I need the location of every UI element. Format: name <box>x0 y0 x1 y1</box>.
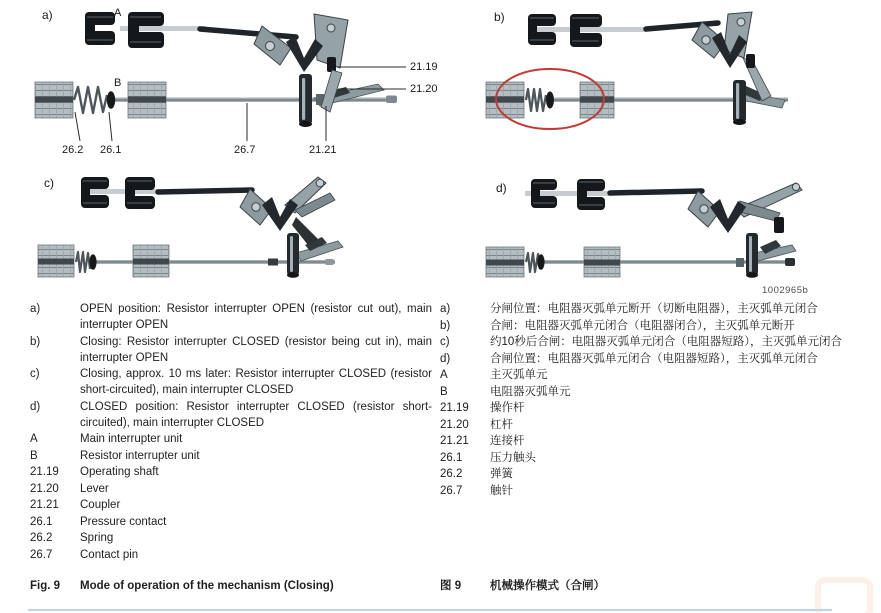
mechanism-drawing-a <box>0 0 440 165</box>
figure-panel-c <box>0 165 440 300</box>
legend-row <box>440 466 872 482</box>
legend-row <box>30 334 432 366</box>
legend-text: 分闸位置：电阻器灭弧单元断开（切断电阻器），主灭弧单元闭合 <box>490 303 818 315</box>
legend-text: Main interrupter unit <box>80 433 183 445</box>
legend-key: A <box>30 433 38 445</box>
legend-text: Spring <box>80 532 114 544</box>
legend-row <box>30 530 432 546</box>
legend-text: Coupler <box>80 499 121 511</box>
legend-row <box>440 400 872 416</box>
figure-panel-a <box>0 0 440 165</box>
coupler-cylinder <box>299 74 312 127</box>
legend-row <box>30 481 432 497</box>
legend-key: 21.19 <box>440 402 469 414</box>
coupler-cylinder <box>287 233 299 278</box>
legend-row <box>30 464 432 480</box>
legend-key: 26.1 <box>440 451 463 464</box>
legend-key: 21.21 <box>30 499 59 511</box>
spring <box>74 87 107 113</box>
legend-english <box>30 301 432 563</box>
legend-text: 杠杆 <box>490 418 513 431</box>
legend-row <box>440 433 872 449</box>
legend-key: 21.20 <box>30 482 59 495</box>
pressure-contact-disc <box>89 254 96 270</box>
legend-row <box>440 450 872 466</box>
lower-lever <box>296 237 343 261</box>
legend-row <box>440 367 872 383</box>
linkage-assembly <box>692 12 771 101</box>
main-drive-rod <box>158 190 252 192</box>
main-contact-rod <box>532 27 646 32</box>
legend-key: 26.7 <box>440 484 463 497</box>
legend-text: 弹簧 <box>490 468 513 480</box>
legend-text: OPEN position: Resistor interrupter OPEN (resistor cut out), main interrupter OPEN <box>80 303 432 331</box>
callout-26-1: 26.1 <box>100 144 122 156</box>
panel-tag-b: b) <box>494 10 505 24</box>
callout-26-7: 26.7 <box>234 144 256 156</box>
coupler-cylinder <box>733 80 746 125</box>
legend-row <box>440 384 872 400</box>
page-bottom-rule <box>28 609 832 611</box>
drawing-reference-code: 1002965b <box>762 285 809 296</box>
mechanism-drawing-c <box>0 165 440 300</box>
legend-text: 操作杆 <box>490 402 525 414</box>
figure-panel-b <box>440 0 881 165</box>
panel-tag-c: c) <box>44 176 54 190</box>
figure-caption-chinese <box>440 579 872 594</box>
legend-row <box>30 431 432 447</box>
legend-row <box>30 301 432 333</box>
callout-26-2: 26.2 <box>62 144 84 156</box>
legend-text: 主灭弧单元 <box>490 369 548 381</box>
legend-key: 26.2 <box>30 532 53 544</box>
fixed-contact-clamp <box>85 12 115 45</box>
figure-caption-text: 机械操作模式（合闸） <box>490 580 605 592</box>
figure-caption-text: Mode of operation of the mechanism (Closing) <box>80 580 334 592</box>
pressure-contact-disc <box>107 91 115 109</box>
linkage-assembly <box>688 183 802 233</box>
legend-row <box>30 399 432 431</box>
legend-key: 21.21 <box>440 435 469 447</box>
legend-text: 触针 <box>490 484 513 497</box>
pressure-contact-block <box>486 247 524 277</box>
guide-block <box>128 82 166 118</box>
figure-number: 图 9 <box>440 580 462 592</box>
legend-text: CLOSED position: Resistor interrupter CLOSED (resistor short-circuited), main interrupter CLOSED <box>80 400 432 429</box>
callout-21-19: 21.19 <box>410 61 438 73</box>
legend-row <box>440 334 872 350</box>
legend-row <box>30 448 432 464</box>
legend-key: 26.2 <box>440 468 463 480</box>
legend-key: b) <box>30 335 41 348</box>
legend-chinese <box>440 301 872 499</box>
legend-key: c) <box>30 368 40 380</box>
pressure-contact-block <box>38 245 74 277</box>
pressure-contact-block <box>35 82 73 118</box>
legend-row <box>30 497 432 513</box>
spring-compressed <box>76 252 90 272</box>
legend-text: 约10秒后合闸：电阻器灭弧单元闭合（电阻器短路），主灭弧单元闭合 <box>490 336 843 348</box>
figure-panel-d <box>440 165 881 300</box>
callout-21-20: 21.20 <box>410 83 438 95</box>
main-drive-rod <box>610 191 702 193</box>
legend-key: B <box>30 449 38 462</box>
legend-key: A <box>440 369 448 381</box>
mechanism-drawing-b <box>440 0 881 165</box>
watermark-shape <box>815 577 873 613</box>
legend-text: Contact pin <box>80 548 139 561</box>
legend-text: 压力触头 <box>490 451 536 464</box>
legend-key: 26.1 <box>30 515 53 528</box>
legend-text: 合闸：电阻器灭弧单元闭合（电阻器闭合），主灭弧单元断开 <box>490 319 795 332</box>
legend-text: Resistor interrupter unit <box>80 449 200 462</box>
legend-key: d) <box>30 400 41 413</box>
legend-text: Lever <box>80 482 109 495</box>
legend-key: a) <box>440 303 451 315</box>
main-drive-rod <box>200 29 296 37</box>
coupler-cylinder <box>746 233 758 278</box>
legend-row <box>30 366 432 398</box>
legend-row <box>440 483 872 499</box>
pressure-contact-disc <box>537 254 544 270</box>
legend-key: 21.20 <box>440 418 469 431</box>
legend-text: Closing: Resistor interrupter CLOSED (resistor being cut in), main interrupter OPEN <box>80 335 432 364</box>
panel-tag-a: a) <box>42 8 53 22</box>
legend-key: c) <box>440 336 450 348</box>
pressure-contact-block <box>486 82 524 118</box>
pressure-contact-disc <box>546 92 554 109</box>
legend-row <box>30 514 432 530</box>
legend-key: d) <box>440 352 451 365</box>
guide-block <box>584 247 620 277</box>
legend-key: B <box>440 385 448 398</box>
legend-key: 26.7 <box>30 548 53 561</box>
legend-text: Pressure contact <box>80 515 167 528</box>
legend-row <box>440 351 872 367</box>
legend-row <box>440 301 872 317</box>
legend-text: 连接杆 <box>490 435 525 447</box>
legend-key: b) <box>440 319 451 332</box>
guide-block <box>133 245 169 277</box>
leader-lines <box>75 67 406 141</box>
figure-caption-english <box>30 579 432 594</box>
spring-compressed <box>526 89 546 111</box>
legend-row <box>30 547 432 563</box>
legend-key: 21.19 <box>30 466 59 478</box>
legend-row <box>440 417 872 433</box>
legend-key: a) <box>30 303 41 315</box>
lower-lever <box>754 240 796 261</box>
legend-text: 电阻器灭弧单元 <box>490 385 571 398</box>
legend-row <box>440 318 872 334</box>
legend-text: Closing, approx. 10 ms later: Resistor interrupter CLOSED (resistor short-circuited), main interrupter CLOSED <box>80 368 432 396</box>
callout-21-21: 21.21 <box>309 144 337 156</box>
panel-tag-d: d) <box>496 181 507 195</box>
label-main-interrupter-A: A <box>114 7 122 19</box>
figure-number: Fig. 9 <box>30 580 61 592</box>
legend-text: Operating shaft <box>80 466 159 478</box>
legend-text: 合闸位置：电阻器灭弧单元闭合（电阻器短路），主灭弧单元闭合 <box>490 352 818 365</box>
label-resistor-interrupter-B: B <box>114 77 122 89</box>
